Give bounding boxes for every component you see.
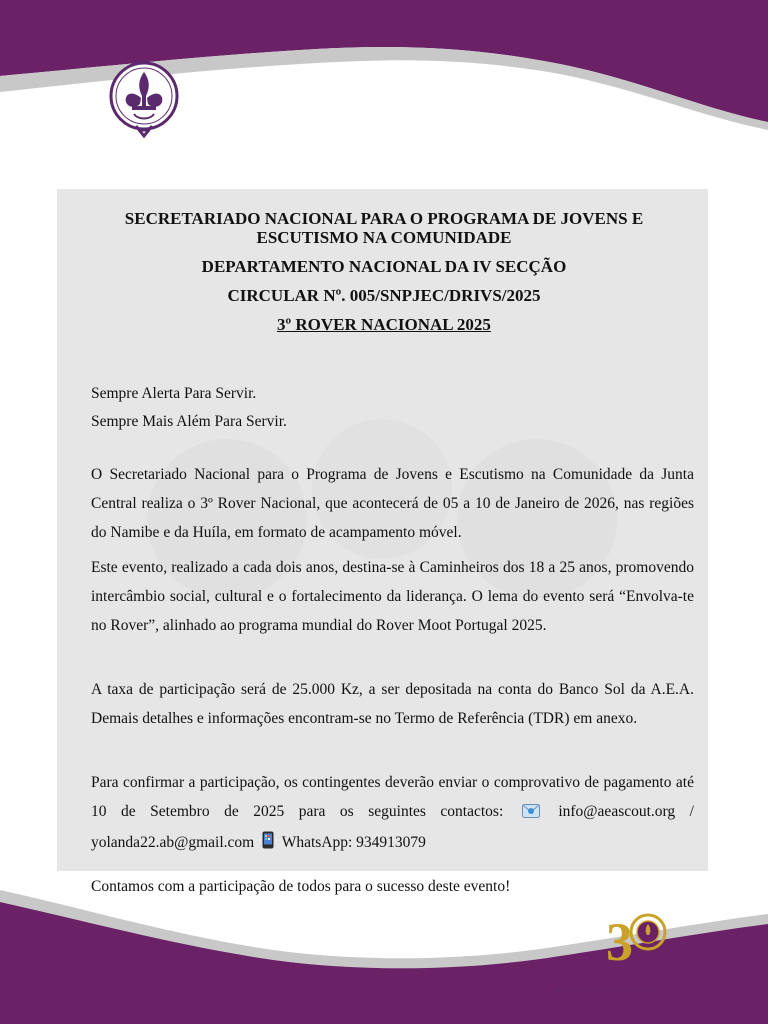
heading-secretariat: SECRETARIADO NACIONAL PARA O PROGRAMA DE JOVENS E ESCUTISMO NA COMUNIDADE xyxy=(124,209,644,247)
paragraph-event-announcement: O Secretariado Nacional para o Programa de Jovens e Escutismo na Comunidade da Junta Central realiza o 3º Rover Nacional, que acontecerá de 05 a 10 de Janeiro de 2026, nas regiões do Namibe e da Huíla, em formato de acampamento móvel. xyxy=(91,466,694,541)
email-icon xyxy=(522,799,540,828)
circular-heading xyxy=(80,209,688,334)
anniversary-emblem xyxy=(604,908,670,968)
contacts-intro: Para confirmar a participação, os contingentes deverão enviar o comprovativo de pagamento até 10 de Setembro de 2025 para os seguintes contactos: xyxy=(91,774,694,820)
scout-emblem-logo xyxy=(108,60,180,140)
heading-circular-number: CIRCULAR Nº. 005/SNPJEC/DRIVS/2025 xyxy=(227,286,541,305)
heading-event-title: 3º ROVER NACIONAL 2025 xyxy=(277,315,491,334)
heading-department: DEPARTAMENTO NACIONAL DA IV SECÇÃO xyxy=(201,257,567,276)
greeting-line-2: Sempre Mais Além Para Servir. xyxy=(91,413,287,430)
closing-line: Contamos com a participação de todos para o sucesso deste evento! xyxy=(91,878,511,895)
anniversary-number: 3 xyxy=(606,912,633,968)
greeting xyxy=(91,380,691,436)
paragraph-fee: A taxa de participação será de 25.000 Kz, a ser depositada na conta do Banco Sol da A.E.A. Demais detalhes e informações encontram-se no Termo de Referência (TDR) em anexo. xyxy=(91,681,694,727)
signature-line xyxy=(555,990,657,991)
contact-whatsapp: WhatsApp: 934913079 xyxy=(281,834,426,851)
contact-emails[interactable]: info@aeascout.org / yolanda22.ab@gmail.com xyxy=(91,803,694,851)
greeting-line-1: Sempre Alerta Para Servir. xyxy=(91,385,257,402)
mobile-phone-icon xyxy=(262,830,274,859)
paragraph-event-purpose: Este evento, realizado a cada dois anos, destina-se à Caminheiros dos 18 a 25 anos, promovendo intercâmbio social, cultural e o fortalecimento da liderança. O lema do evento será “Envolva-te no Rover”, alinhado ao programa mundial do Rover Moot Portugal 2025. xyxy=(91,559,694,634)
paragraph-contacts xyxy=(91,768,694,859)
